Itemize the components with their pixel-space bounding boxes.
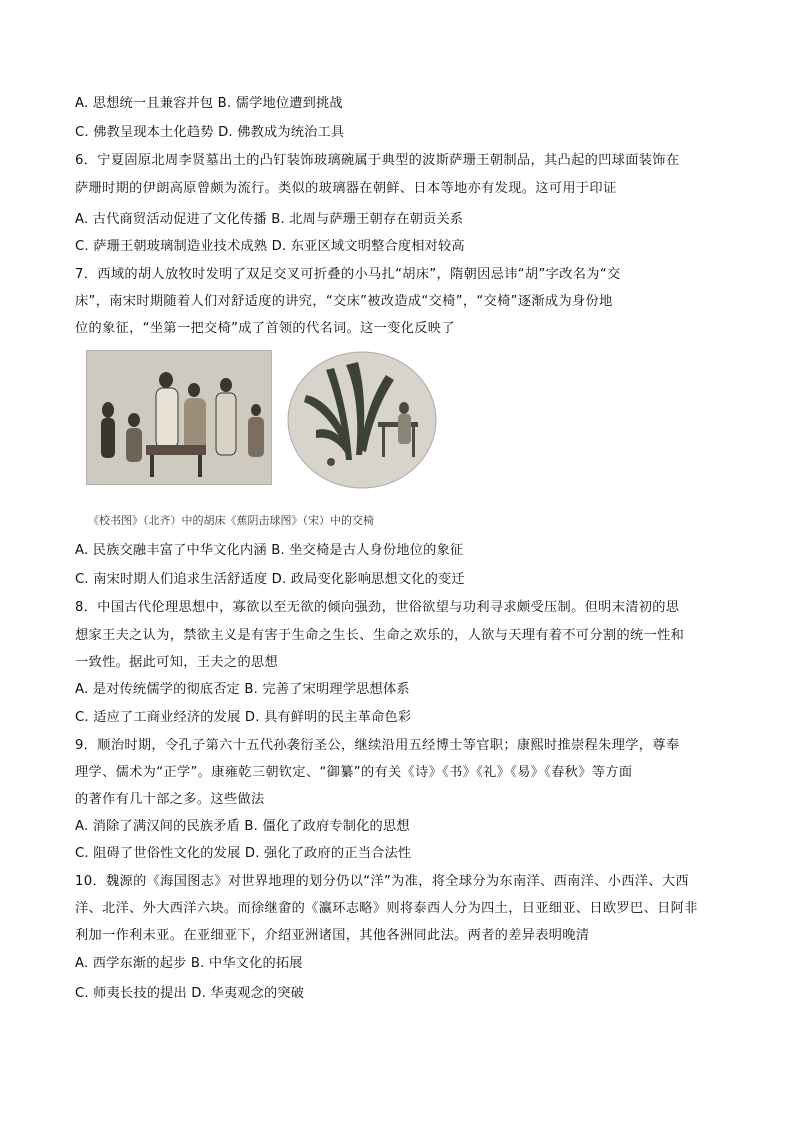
q7-options-ab: A. 民族交融丰富了中华文化内涵 B. 坐交椅是古人身份地位的象征 xyxy=(75,543,464,558)
q10-options-ab: A. 西学东渐的起步 B. 中华文化的拓展 xyxy=(75,956,303,971)
figure-caption: 《校书图》（北齐）中的胡床《蕉阴击球图》（宋）中的交椅 xyxy=(88,514,374,527)
q7-stem-line-1: 7．西域的胡人放牧时发明了双足交叉可折叠的小马扎“胡床”，隋朝因忌讳“胡”字改名为“交 xyxy=(75,267,621,282)
q8-options-cd: C. 适应了工商业经济的发展 D. 具有鲜明的民主革命色彩 xyxy=(75,710,412,725)
jiaoyin-jiqiu-painting-image xyxy=(286,350,438,490)
q9-stem-line-3: 的著作有几十部之多。这些做法 xyxy=(75,792,265,807)
q6-options-cd: C. 萨珊王朝玻璃制造业技术成熟 D. 东亚区域文明整合度相对较高 xyxy=(75,239,465,254)
q5-options-cd: C. 佛教呈现本土化趋势 D. 佛教成为统治工具 xyxy=(75,125,345,140)
q6-options-ab: A. 古代商贸活动促进了文化传播 B. 北周与萨珊王朝存在朝贡关系 xyxy=(75,212,464,227)
q7-options-cd: C. 南宋时期人们追求生活舒适度 D. 政局变化影响思想文化的变迁 xyxy=(75,572,465,587)
q8-options-ab: A. 是对传统儒学的彻底否定 B. 完善了宋明理学思想体系 xyxy=(75,682,410,697)
jiaoshu-painting-image xyxy=(86,350,272,485)
q5-options-ab: A. 思想统一且兼容并包 B. 儒学地位遭到挑战 xyxy=(75,96,343,111)
q9-options-cd: C. 阻碍了世俗性文化的发展 D. 强化了政府的正当合法性 xyxy=(75,846,412,861)
q7-figure xyxy=(86,350,446,527)
q8-stem-line-2: 想家王夫之认为，禁欲主义是有害于生命之生长、生命之欢乐的，人欲与天理有着不可分割的统一性和 xyxy=(75,628,685,643)
q10-stem-line-1: 10．魏源的《海国图志》对世界地理的划分仍以“洋”为准，将全球分为东南洋、西南洋、小西洋、大西 xyxy=(75,874,689,889)
q9-stem-line-1: 9．顺治时期，令孔子第六十五代孙袭衍圣公，继续沿用五经博士等官职；康熙时推崇程朱理学，尊奉 xyxy=(75,738,680,753)
q10-options-cd: C. 师夷长技的提出 D. 华夷观念的突破 xyxy=(75,986,305,1001)
q7-stem-line-2: 床”，南宋时期随着人们对舒适度的讲究，“交床”被改造成“交椅”，“交椅”逐渐成为身份地 xyxy=(75,294,613,309)
q9-options-ab: A. 消除了满汉间的民族矛盾 B. 僵化了政府专制化的思想 xyxy=(75,819,410,834)
q7-stem-line-3: 位的象征，“坐第一把交椅”成了首领的代名词。这一变化反映了 xyxy=(75,321,455,336)
q10-stem-line-3: 利加一作利未亚。在亚细亚下，介绍亚洲诸国，其他各洲同此法。两者的差异表明晚清 xyxy=(75,928,590,943)
q8-stem-line-3: 一致性。据此可知，王夫之的思想 xyxy=(75,655,279,670)
q10-stem-line-2: 洋、北洋、外大西洋六块。而徐继畲的《瀛环志略》则将泰西人分为四土，日亚细亚、日欧罗巴、日阿非 xyxy=(75,901,698,916)
q8-stem-line-1: 8．中国古代伦理思想中，寡欲以至无欲的倾向强劲，世俗欲望与功利寻求颇受压制。但明末清初的思 xyxy=(75,600,680,615)
q9-stem-line-2: 理学、儒术为“正学”。康雍乾三朝钦定、“御纂”的有关《诗》《书》《礼》《易》《春秋》等方面 xyxy=(75,765,633,780)
q6-stem-line-1: 6．宁夏固原北周李贤墓出土的凸钉装饰玻璃碗属于典型的波斯萨珊王朝制品，其凸起的凹球面装饰在 xyxy=(75,153,680,168)
q6-stem-line-2: 萨珊时期的伊朗高原曾颇为流行。类似的玻璃器在朝鲜、日本等地亦有发现。这可用于印证 xyxy=(75,181,617,196)
